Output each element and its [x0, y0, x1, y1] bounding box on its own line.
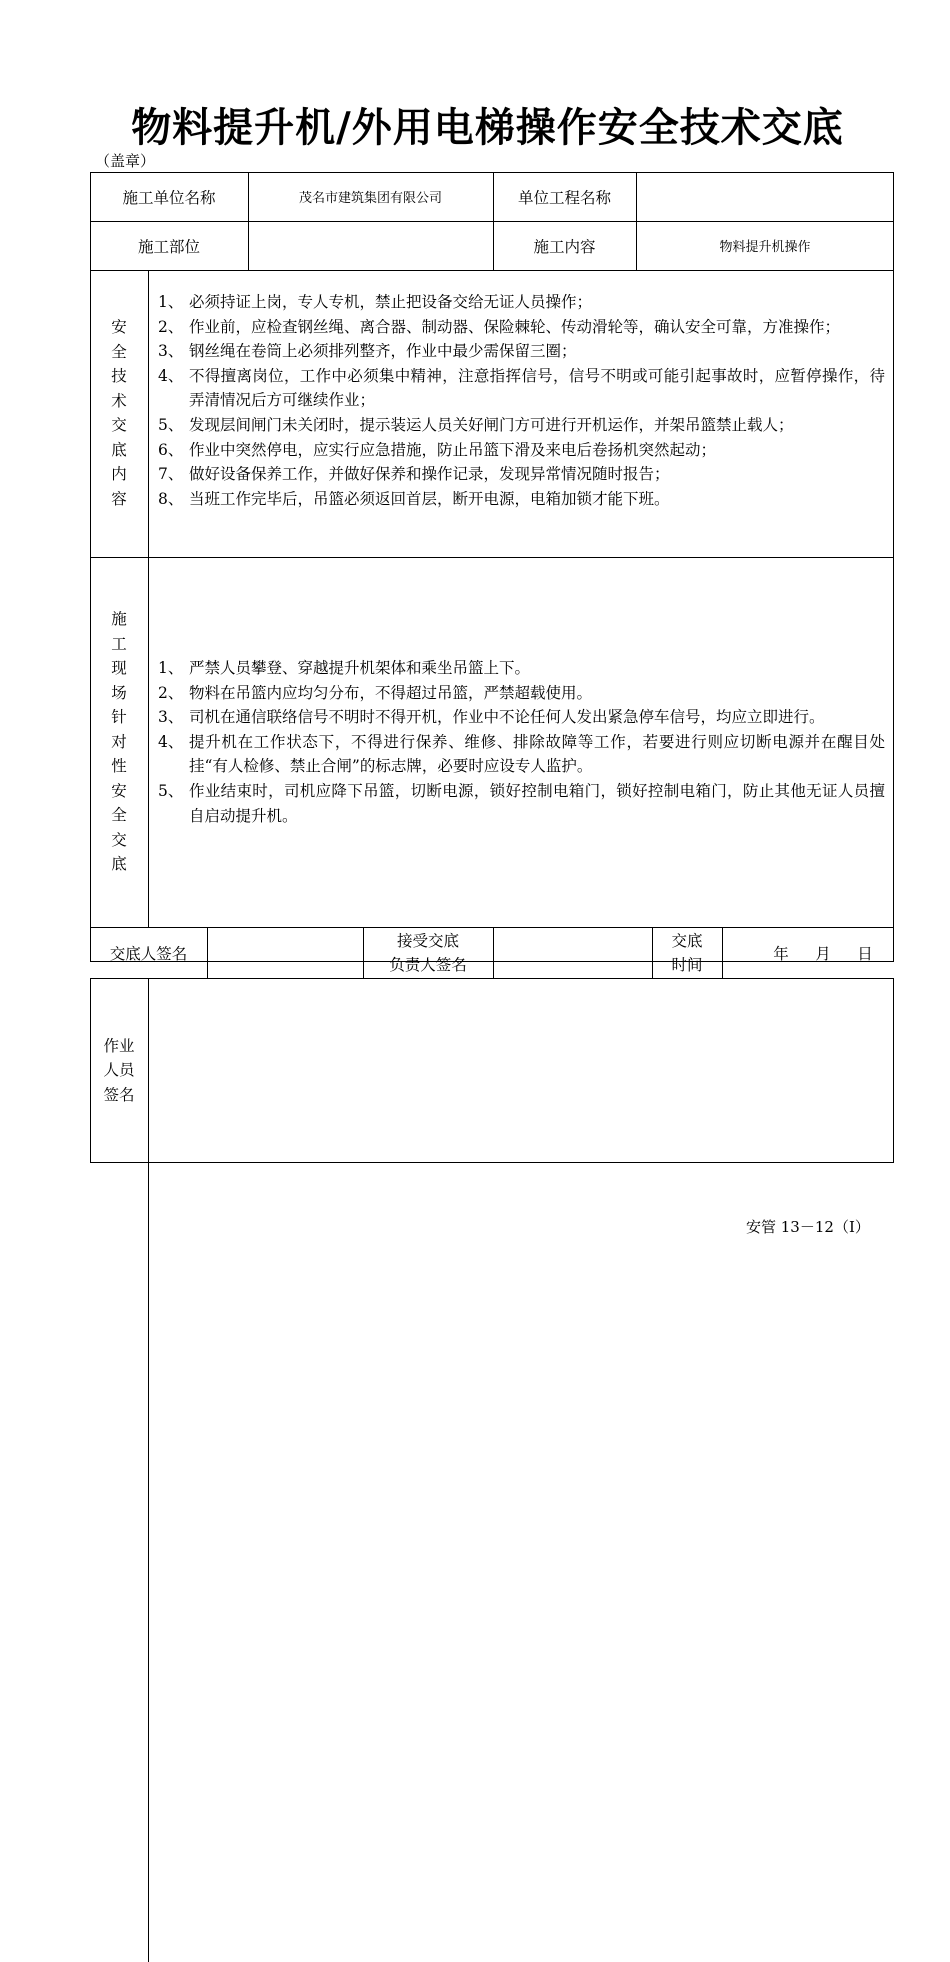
time-label-line2: 时间 — [671, 956, 703, 974]
giver-signature-label: 交底人签名 — [109, 945, 188, 963]
label-char: 性 — [111, 757, 127, 776]
workers-label-line2: 人员 — [103, 1061, 135, 1080]
item-number: 8、 — [158, 489, 184, 508]
label-char: 技 — [111, 367, 127, 385]
item-number: 6、 — [158, 440, 184, 459]
safety-items-list — [158, 290, 885, 511]
project-name-value — [636, 172, 894, 221]
row-divider — [90, 270, 894, 271]
handover-date-field[interactable] — [722, 928, 894, 978]
label-char: 工 — [111, 634, 127, 653]
row-divider — [90, 557, 894, 558]
giver-signature-field[interactable] — [207, 928, 363, 978]
receiver-signature-field[interactable] — [493, 928, 652, 978]
year-label: 年 — [773, 945, 789, 963]
label-char: 交 — [111, 830, 127, 849]
item-text: 当班工作完毕后，吊篮必须返回首层，断开电源，电箱加锁才能下班。 — [189, 489, 670, 508]
item-text: 司机在通信联络信号不明时不得开机，作业中不论任何人发出紧急停车信号，均应立即进行。 — [189, 708, 825, 727]
label-char: 底 — [111, 440, 127, 459]
document-title: 物料提升机/外用电梯操作安全技术交底 — [131, 104, 844, 151]
item-text: 钢丝绳在卷筒上必须排列整齐，作业中最少需保留三圈； — [189, 342, 577, 361]
item-text: 作业结束时，司机应降下吊篮，切断电源，锁好控制电箱门，锁好控制电箱门，防止其他无证人员擅自启动提升机。 — [189, 781, 885, 825]
item-number: 5、 — [158, 415, 184, 434]
workers-signature-label — [90, 1033, 148, 1108]
item-text: 物料在吊篮内应均匀分布，不得超过吊篮，严禁超载使用。 — [189, 683, 593, 702]
item-text: 必须持证上岗，专人专机，禁止把设备交给无证人员操作； — [189, 293, 593, 311]
label-char: 安 — [111, 781, 127, 800]
item-number: 1、 — [158, 293, 184, 311]
list-item — [158, 438, 885, 463]
workers-label-line3: 签名 — [103, 1085, 135, 1104]
seal-note: （盖章） — [95, 152, 156, 170]
list-item — [158, 656, 885, 681]
list-item — [158, 462, 885, 487]
item-text: 作业中突然停电，应实行应急措施，防止吊篮下滑及来电后卷扬机突然起动； — [189, 440, 717, 459]
label-char: 容 — [111, 489, 127, 508]
label-char: 对 — [111, 732, 127, 751]
workers-signature-field[interactable] — [149, 979, 893, 1161]
label-char: 底 — [111, 855, 127, 874]
handover-time-label — [652, 928, 722, 978]
col-divider — [148, 270, 149, 928]
day-label: 日 — [857, 945, 873, 963]
list-item — [158, 413, 885, 438]
item-number: 7、 — [158, 465, 184, 484]
month-label: 月 — [815, 945, 831, 963]
item-text: 不得擅离岗位，工作中必须集中精神，注意指挥信号，信号不明或可能引起事故时，应暂停操作，待弄清情况后方可继续作业； — [189, 366, 885, 410]
site-section-label — [90, 604, 148, 880]
label-char: 场 — [111, 683, 127, 702]
item-text: 发现层间闸门未关闭时，提示装运人员关好闸门方可进行开机运作，并架吊篮禁止载人； — [189, 415, 794, 434]
safety-section-label — [90, 313, 148, 513]
time-label-line1: 交底 — [671, 932, 703, 950]
label-char: 施 — [111, 610, 127, 629]
item-number: 2、 — [158, 317, 184, 336]
list-item — [158, 487, 885, 512]
label-char: 内 — [111, 465, 127, 483]
label-char: 术 — [111, 391, 127, 410]
label-char: 全 — [111, 342, 127, 361]
label-char: 安 — [111, 318, 127, 336]
label-char: 针 — [111, 708, 127, 727]
construction-content-label: 施工内容 — [533, 237, 596, 256]
site-items-list — [158, 656, 885, 828]
item-number: 1、 — [158, 659, 184, 677]
form-code: 安管 13－12（Ⅰ） — [746, 1218, 870, 1236]
label-char: 交 — [111, 416, 127, 434]
item-number: 3、 — [158, 708, 184, 727]
construction-part-label: 施工部位 — [137, 237, 200, 256]
construction-content-value: 物料提升机操作 — [719, 240, 811, 255]
project-name-label: 单位工程名称 — [517, 188, 611, 207]
item-text: 严禁人员攀登、穿越提升机架体和乘坐吊篮上下。 — [189, 659, 531, 677]
label-char: 全 — [111, 806, 127, 825]
list-item — [158, 339, 885, 364]
list-item — [158, 730, 885, 779]
list-item — [158, 290, 885, 315]
item-number: 4、 — [158, 732, 184, 751]
unit-name-label: 施工单位名称 — [122, 188, 216, 207]
list-item — [158, 705, 885, 730]
receiver-label-line1: 接受交底 — [396, 932, 459, 950]
item-number: 2、 — [158, 683, 184, 702]
receiver-label-line2: 负责人签名 — [389, 956, 467, 974]
item-text: 做好设备保养工作，并做好保养和操作记录，发现异常情况随时报告； — [189, 465, 670, 484]
workers-label-line1: 作业 — [103, 1036, 135, 1055]
item-number: 4、 — [158, 366, 184, 385]
label-char: 现 — [111, 659, 127, 678]
list-item — [158, 779, 885, 828]
unit-name-value: 茂名市建筑集团有限公司 — [298, 191, 442, 206]
item-text: 提升机在工作状态下，不得进行保养、维修、排除故障等工作，若要进行则应切断电源并在醒目处挂“有人检修、禁止合闸”的标志牌，必要时应设专人监护。 — [189, 732, 885, 776]
receiver-signature-label — [363, 928, 493, 978]
list-item — [158, 364, 885, 413]
list-item — [158, 681, 885, 706]
construction-part-value — [248, 221, 493, 270]
item-number: 5、 — [158, 781, 184, 800]
list-item — [158, 315, 885, 340]
item-number: 3、 — [158, 342, 184, 361]
item-text: 作业前，应检查钢丝绳、离合器、制动器、保险棘轮、传动滑轮等，确认安全可靠，方准操作； — [189, 317, 841, 336]
